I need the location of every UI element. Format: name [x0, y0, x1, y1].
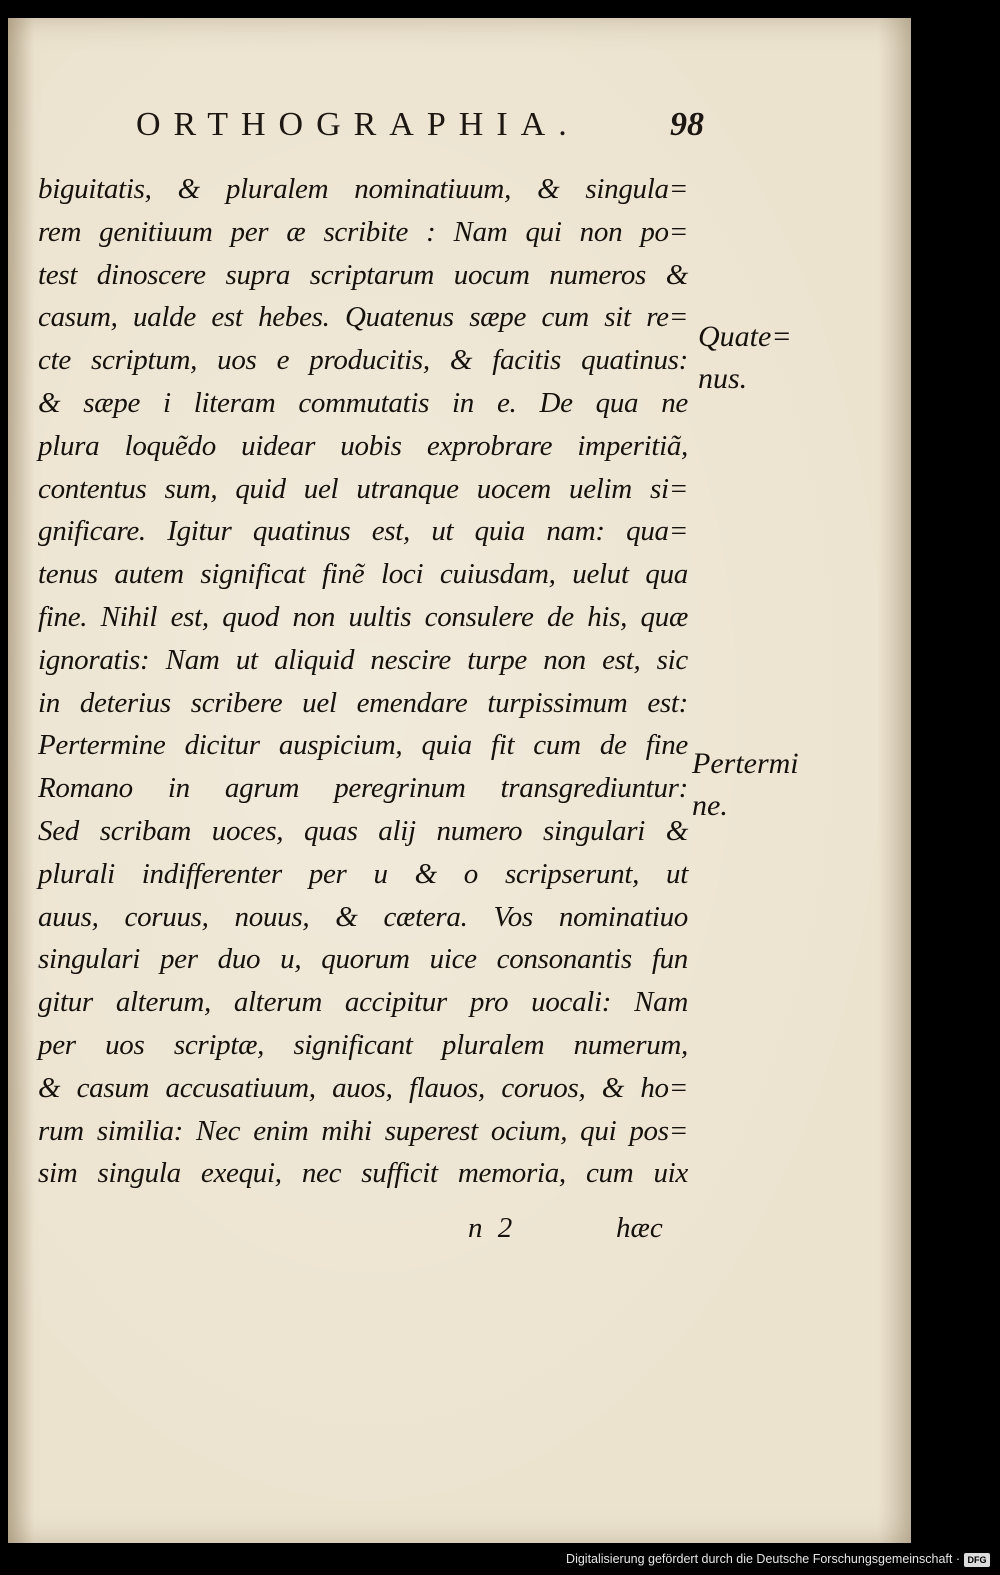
text-line: tenus autem significat finẽ loci cuiusdam, uelut qua: [38, 558, 688, 591]
book-page: [8, 18, 911, 1543]
text-line: rem genitiuum per æ scribite : Nam qui non po=: [38, 215, 688, 248]
text-line: plurali indifferenter per u & o scripserunt, ut: [38, 857, 688, 890]
text-line: per uos scriptæ, significant pluralem numerum,: [38, 1028, 688, 1061]
text-line: plura loquẽdo uidear uobis exprobrare imperitiã,: [38, 429, 688, 462]
text-line: fine. Nihil est, quod non uultis consulere de his, quæ: [38, 600, 688, 633]
text-line: in deterius scribere uel emendare turpissimum est:: [38, 686, 688, 719]
signature-mark: n 2: [468, 1212, 517, 1244]
text-line: Romano in agrum peregrinum transgrediuntur:: [38, 772, 688, 805]
marginal-note-line: ne.: [692, 789, 728, 822]
text-line: contentus sum, quid uel utranque uocem uelim si=: [38, 472, 688, 505]
text-line: test dinoscere supra scriptarum uocum numeros &: [38, 258, 688, 291]
running-title: ORTHOGRAPHIA.: [136, 106, 580, 143]
marginal-note-line: Quate=: [698, 320, 792, 353]
marginal-note-quatenus: [698, 316, 792, 400]
credit-bar: [0, 1549, 1000, 1575]
text-line: rum similia: Nec enim mihi superest ocium, qui pos=: [38, 1114, 688, 1147]
marginal-note-pertermine: [692, 743, 799, 827]
funding-credit: Digitalisierung gefördert durch die Deutsche Forschungsgemeinschaft ·: [566, 1552, 960, 1566]
folio-number: 98: [670, 106, 704, 143]
body-text: [38, 168, 688, 1195]
dfg-logo-icon: DFG: [964, 1553, 990, 1567]
marginal-note-line: Pertermi: [692, 747, 799, 780]
catchword: hæc: [616, 1212, 663, 1244]
text-line: & sæpe i literam commutatis in e. De qua ne: [38, 386, 688, 419]
signature-line: [38, 1208, 688, 1248]
text-line: singulari per duo u, quorum uice consonantis fun: [38, 943, 688, 976]
text-line: sim singula exequi, nec sufficit memoria, cum uix: [38, 1157, 688, 1190]
text-line: & casum accusatiuum, auos, flauos, coruos, & ho=: [38, 1071, 688, 1104]
text-line: auus, coruus, nouus, & cætera. Vos nominatiuo: [38, 900, 688, 933]
page-header: [8, 100, 911, 150]
text-line: gnificare. Igitur quatinus est, ut quia nam: qua=: [38, 515, 688, 548]
text-line: Sed scribam uoces, quas alij numero singulari &: [38, 814, 688, 847]
marginal-note-line: nus.: [698, 362, 748, 395]
text-line: ignoratis: Nam ut aliquid nescire turpe non est, sic: [38, 643, 688, 676]
text-line: Pertermine dicitur auspicium, quia fit cum de fine: [38, 729, 688, 762]
text-line: gitur alterum, alterum accipitur pro uocali: Nam: [38, 986, 688, 1019]
text-line: casum, ualde est hebes. Quatenus sæpe cum sit re=: [38, 301, 688, 334]
text-line: biguitatis, & pluralem nominatiuum, & singula=: [38, 173, 688, 205]
text-line: cte scriptum, uos e producitis, & facitis quatinus:: [38, 344, 688, 377]
